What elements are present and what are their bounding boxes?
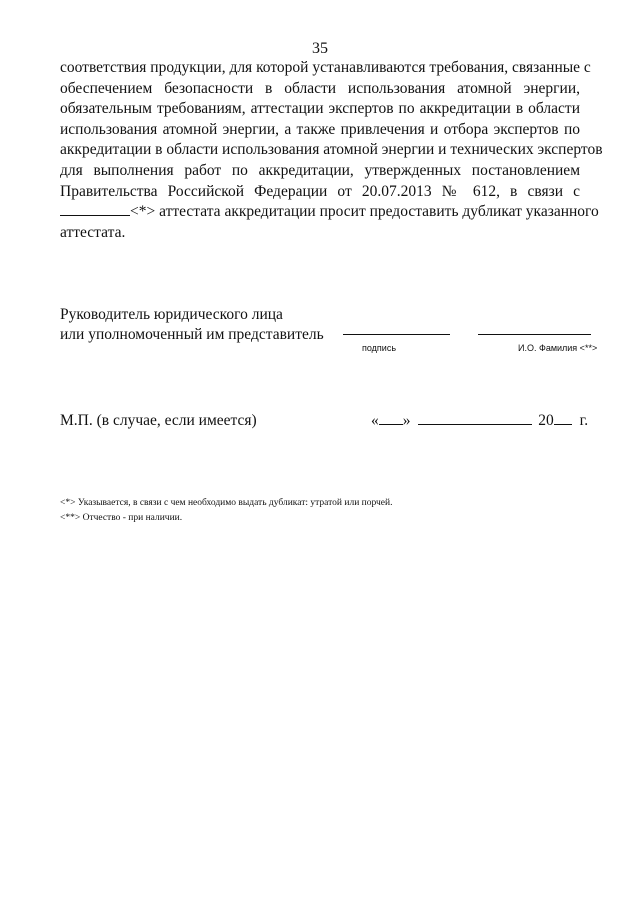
signature-blank: [343, 334, 450, 335]
paragraph-line-rest: <*> аттестата аккредитации просит предоставить дубликат указанного: [130, 203, 599, 221]
footnotes: [60, 496, 392, 526]
paragraph-line: соответствия продукции, для которой устанавливаются требования, связанные с: [60, 59, 591, 76]
month-blank: [418, 412, 532, 425]
signer-line-1: Руководитель юридического лица: [60, 306, 283, 323]
signer-line-2: или уполномоченный им представитель: [60, 326, 324, 343]
year-suffix: г.: [579, 412, 589, 429]
paragraph-line: для выполнения работ по аккредитации, утвержденных постановлением: [60, 161, 580, 179]
stamp-label: М.П. (в случае, если имеется): [60, 412, 257, 429]
date-field: [371, 412, 588, 430]
page-number: 35: [312, 40, 328, 57]
name-caption: И.О. Фамилия <**>: [518, 343, 598, 353]
year-blank: [554, 412, 572, 425]
footnote-1: <*> Указывается, в связи с чем необходимо выдать дубликат: утратой или порчей.: [60, 498, 393, 508]
paragraph-line-with-blank: [60, 202, 599, 223]
paragraph-line: использования атомной энергии, а также привлечения и отбора экспертов по: [60, 120, 580, 138]
reason-blank: [60, 202, 130, 216]
request-paragraph: [60, 58, 603, 243]
year-prefix: 20: [538, 412, 554, 429]
date-open-quote: «: [371, 412, 379, 429]
footnote-2: <**> Отчество - при наличии.: [60, 513, 183, 523]
signer-label: [60, 305, 324, 345]
paragraph-line: аккредитации в области использования атомной энергии и технических экспертов: [60, 141, 603, 159]
day-blank: [379, 412, 403, 425]
paragraph-line: обеспечением безопасности в области использования атомной энергии,: [60, 79, 580, 97]
date-close-quote: »: [402, 412, 411, 429]
paragraph-last-line: аттестата.: [60, 223, 126, 241]
paragraph-line: обязательным требованиям, аттестации экспертов по аккредитации в области: [60, 100, 580, 118]
paragraph-line: Правительства Российской Федерации от 20.07.2013 № 612, в связи с: [60, 182, 580, 200]
signature-caption: подпись: [362, 343, 397, 353]
name-blank: [478, 334, 591, 335]
